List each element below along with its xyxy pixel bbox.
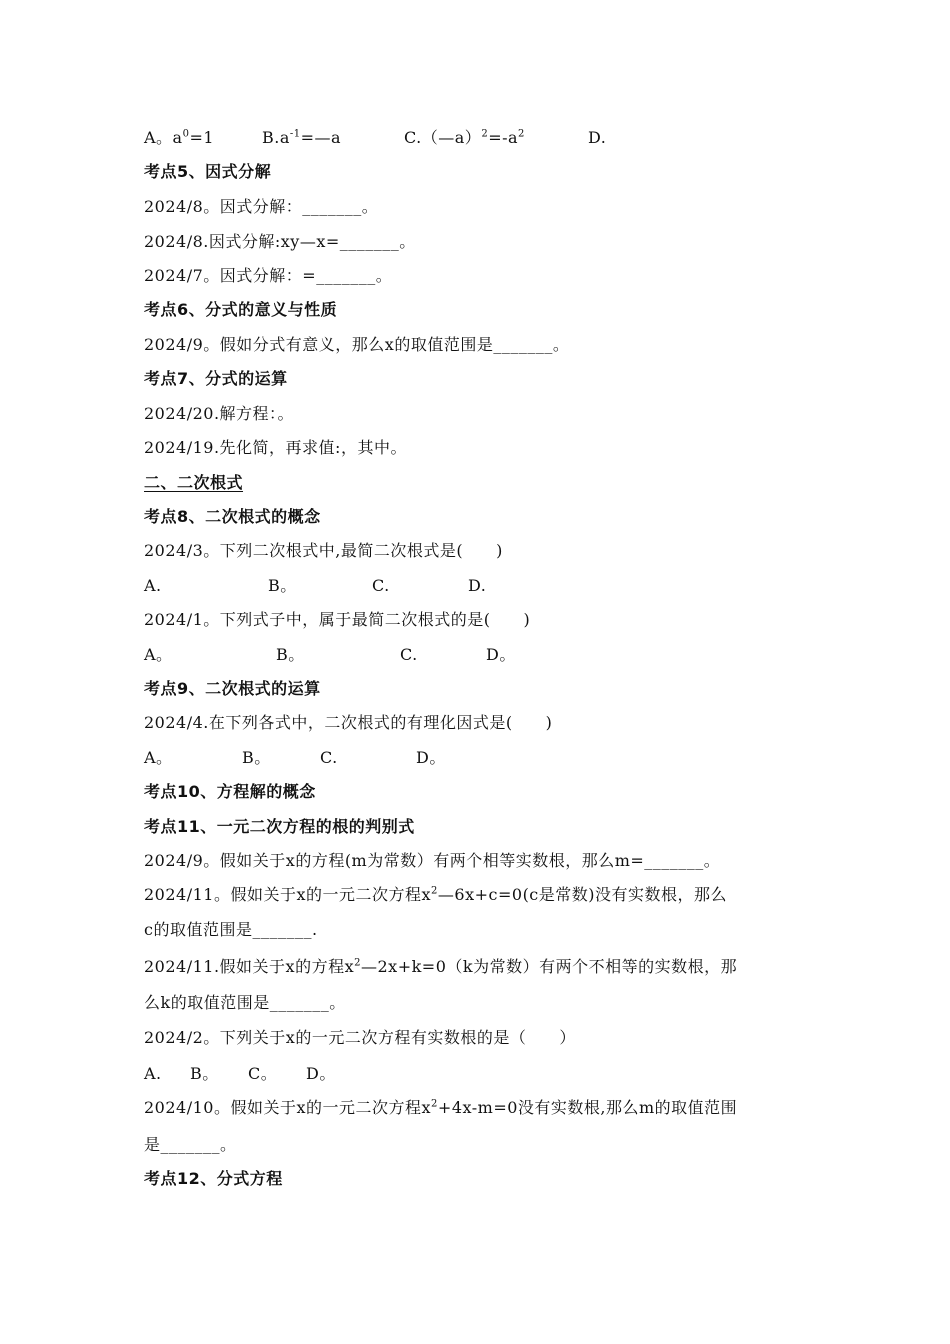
option-d: D。 [486, 645, 516, 664]
option-d: D。 [306, 1064, 336, 1083]
option-a: A. [144, 576, 162, 595]
options-row-8-1 [144, 576, 544, 596]
option-c: $C.(—a)^2=-a^2$ [404, 128, 525, 147]
option-d: D。 [416, 748, 446, 767]
section-title-radicals: 二、二次根式 [144, 473, 244, 492]
heading-topic-7: 考点7、分式的运算 [144, 369, 288, 388]
option-c: C。 [248, 1064, 278, 1083]
option-b: B。 [242, 748, 271, 767]
heading-topic-11: 考点11、一元二次方程的根的判别式 [144, 817, 415, 836]
question-11-5-line1: 2024/10。假如关于x的一元二次方程$x^2+4x-m=0$没有实数根,那么m的取值范围 [144, 1098, 738, 1117]
option-b: $B.a^{-1}=—a$ [262, 128, 342, 147]
question-11-3-line1: 2024/11.假如关于x的方程$x^2—2x+k=0(k$为常数）有两个不相等的实数根，那 [144, 957, 738, 976]
options-row-9-1 [144, 748, 544, 768]
question-7-2: 2024/19.先化简，再求值:，其中。 [144, 438, 407, 457]
question-9-1: 2024/4.在下列各式中，二次根式的有理化因式是( ) [144, 713, 553, 732]
question-11-2-line2: c的取值范围是_______. [144, 920, 318, 939]
option-d: D. [588, 128, 607, 147]
option-a: A。 [144, 748, 173, 767]
question-8-1: 2024/3。下列二次根式中,最简二次根式是( ) [144, 541, 503, 560]
heading-topic-8: 考点8、二次根式的概念 [144, 507, 321, 526]
heading-topic-6: 考点6、分式的意义与性质 [144, 300, 338, 319]
option-c: C. [372, 576, 390, 595]
heading-topic-9: 考点9、二次根式的运算 [144, 679, 321, 698]
option-a: A. [144, 1064, 162, 1083]
option-b: B。 [190, 1064, 219, 1083]
question-11-1: 2024/9。假如关于x的方程(m为常数）有两个相等实数根，那么m=_______。 [144, 851, 721, 870]
option-b: B。 [268, 576, 297, 595]
options-row-exponent [144, 128, 804, 148]
question-5-3: 2024/7。因式分解：=_______。 [144, 266, 393, 285]
question-7-1: 2024/20.解方程：。 [144, 404, 295, 423]
question-11-2-line1: 2024/11。假如关于x的一元二次方程$x^2—6x+c=0(c$是常数)没有实数根，那么 [144, 885, 728, 904]
question-8-2: 2024/1。下列式子中，属于最简二次根式的是( ) [144, 610, 531, 629]
question-11-4: 2024/2。下列关于x的一元二次方程有实数根的是（ ） [144, 1028, 576, 1047]
heading-topic-5: 考点5、因式分解 [144, 162, 272, 181]
option-a: A。 [144, 645, 173, 664]
question-6-1: 2024/9。假如分式有意义，那么x的取值范围是_______。 [144, 335, 570, 354]
heading-topic-12: 考点12、分式方程 [144, 1169, 283, 1188]
option-c: C. [400, 645, 418, 664]
question-11-5-line2: 是_______。 [144, 1135, 237, 1154]
option-a: A。$a^0=1$ [144, 128, 215, 147]
option-d: D. [468, 576, 487, 595]
question-5-2: 2024/8.因式分解:xy—x=_______。 [144, 232, 416, 251]
options-row-8-2 [144, 645, 544, 665]
heading-topic-10: 考点10、方程解的概念 [144, 782, 316, 801]
question-5-1: 2024/8。因式分解：_______。 [144, 197, 379, 216]
options-row-11-4 [144, 1064, 444, 1084]
question-11-3-line2: 么k的取值范围是_______。 [144, 993, 346, 1012]
option-b: B。 [276, 645, 305, 664]
option-c: C. [320, 748, 338, 767]
